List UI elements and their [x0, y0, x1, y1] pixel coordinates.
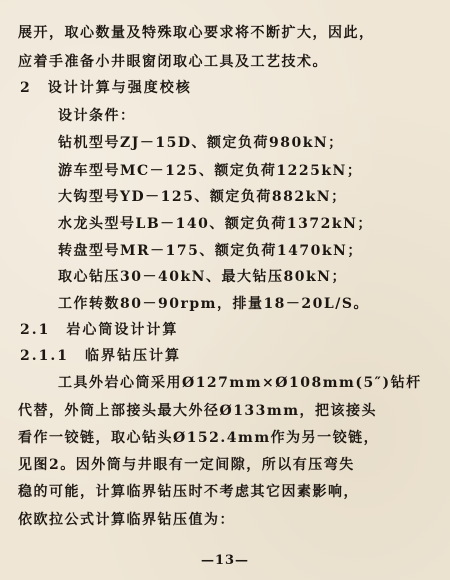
text-line-2: 应着手准备小井眼窗闭取心工具及工艺技术。 — [18, 54, 328, 70]
text-line-body-4: 见图2。因外筒与井眼有一定间隙，所以有压弯失 — [18, 457, 355, 473]
section-heading-2-1: 2.1 岩心筒设计计算 — [20, 322, 179, 338]
text-line-rig: 钻机型号ZJ－15D、额定负荷980kN； — [58, 135, 344, 151]
text-line-design-conditions: 设计条件： — [58, 108, 136, 124]
section-heading-2-1-1: 2.1.1 临界钻压计算 — [20, 348, 181, 364]
text-line-1: 展开，取心数量及特殊取心要求将不断扩大，因此， — [18, 25, 375, 41]
text-line-body-3: 看作一铰链，取心钻头Ø152.4mm作为另一铰链， — [18, 430, 380, 446]
text-line-body-2: 代替，外筒上部接头最大外径Ø133mm，把该接头 — [18, 403, 378, 419]
text-line-rpm: 工作转数80－90rpm，排量18－20L/S。 — [58, 296, 369, 312]
text-line-body-5: 稳的可能，计算临界钻压时不考虑其它因素影响， — [18, 484, 359, 500]
text-line-swivel: 水龙头型号LB－140、额定负荷1372kN； — [58, 216, 373, 232]
text-line-body-1: 工具外岩心筒采用Ø127mm×Ø108mm(5″)钻杆 — [58, 375, 422, 391]
text-line-hook: 大钩型号YD－125、额定负荷882kN； — [58, 189, 347, 205]
section-heading-2: 2 设计计算与强度校核 — [20, 80, 192, 96]
text-line-body-6: 依欧拉公式计算临界钻压值为： — [18, 512, 235, 528]
text-line-traveling-block: 游车型号MC－125、额定负荷1225kN； — [58, 163, 363, 179]
page-number: —13— — [200, 553, 250, 568]
text-line-wob: 取心钻压30－40kN、最大钻压80kN； — [58, 269, 347, 285]
text-line-rotary-table: 转盘型号MR－175、额定负荷1470kN； — [58, 243, 363, 259]
